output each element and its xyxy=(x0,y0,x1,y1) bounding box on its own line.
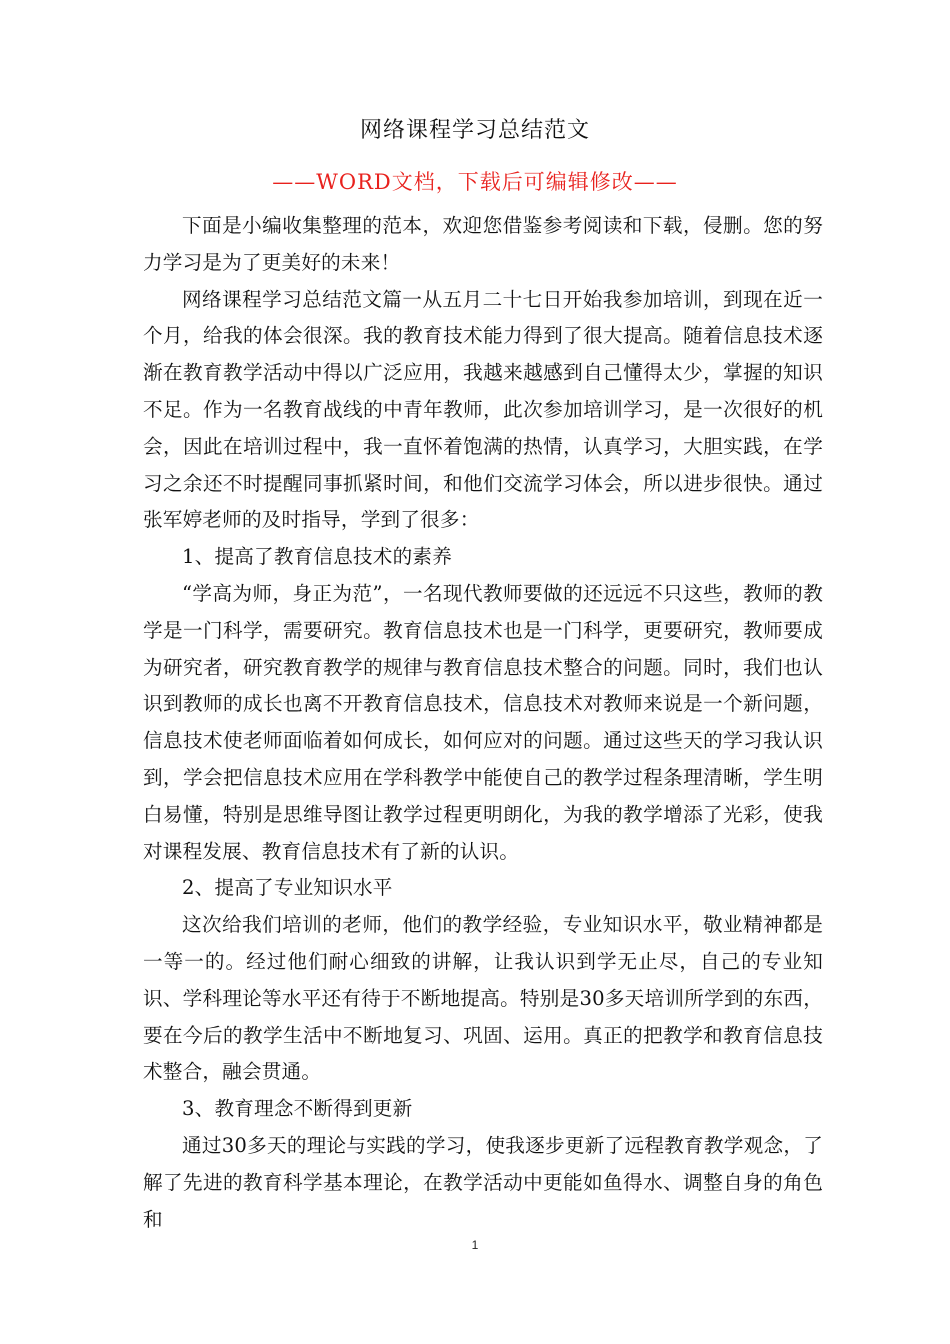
section-heading-2: 2、提高了专业知识水平 xyxy=(182,876,393,900)
intro-paragraph: 下面是小编收集整理的范本，欢迎您借鉴参考阅读和下载，侵删。您的努力学习是为了更美好的未来！ xyxy=(143,214,823,274)
section-heading-1: 1、提高了教育信息技术的素养 xyxy=(182,545,452,569)
section-heading-3: 3、教育理念不断得到更新 xyxy=(182,1097,413,1121)
body-paragraph: 通过30多天的理论与实践的学习，使我逐步更新了远程教育教学观念，了解了先进的教育科学基本理论，在教学活动中更能如鱼得水、调整自身的角色和 xyxy=(143,1133,823,1231)
body-paragraph: “学高为师，身正为范”，一名现代教师要做的还远远不只这些，教师的教学是一门科学，需要研究。教育信息技术也是一门科学，更要研究，教师要成为研究者，研究教育教学的规律与教育信息技术整合的问题。同时，我们也认识到教师的成长也离不开教育信息技术，信息技术对教师来说是一个新问题，信息技术使老师面临着如何成长，如何应对的问题。通过这些天的学习我认识到，学会把信息技术应用在学科教学中能使自己的教学过程条理清晰，学生明白易懂，特别是思维导图让教学过程更明朗化，为我的教学增添了光彩，使我对课程发展、教育信息技术有了新的认识。 xyxy=(143,581,823,863)
document-body xyxy=(143,208,823,1238)
body-paragraph: 这次给我们培训的老师，他们的教学经验，专业知识水平，敬业精神都是一等一的。经过他们耐心细致的讲解，让我认识到学无止尽，自己的专业知识、学科理论等水平还有待于不断地提高。特别是30多天培训所学到的东西，要在今后的教学生活中不断地复习、巩固、运用。真正的把教学和教育信息技术整合，融会贯通。 xyxy=(143,913,823,1084)
body-paragraph: 网络课程学习总结范文篇一从五月二十七日开始我参加培训，到现在近一个月，给我的体会很深。我的教育技术能力得到了很大提高。随着信息技术逐渐在教育教学活动中得以广泛应用，我越来越感到自己懂得太少，掌握的知识不足。作为一名教育战线的中青年教师，此次参加培训学习，是一次很好的机会，因此在培训过程中，我一直怀着饱满的热情，认真学习，大胆实践，在学习之余还不时提醒同事抓紧时间，和他们交流学习体会，所以进步很快。通过张军婷老师的及时指导，学到了很多： xyxy=(143,287,823,532)
document-subtitle: ——WORD文档，下载后可编辑修改—— xyxy=(272,170,678,194)
page-number: 1 xyxy=(471,1238,479,1252)
document-title: 网络课程学习总结范文 xyxy=(359,118,590,143)
